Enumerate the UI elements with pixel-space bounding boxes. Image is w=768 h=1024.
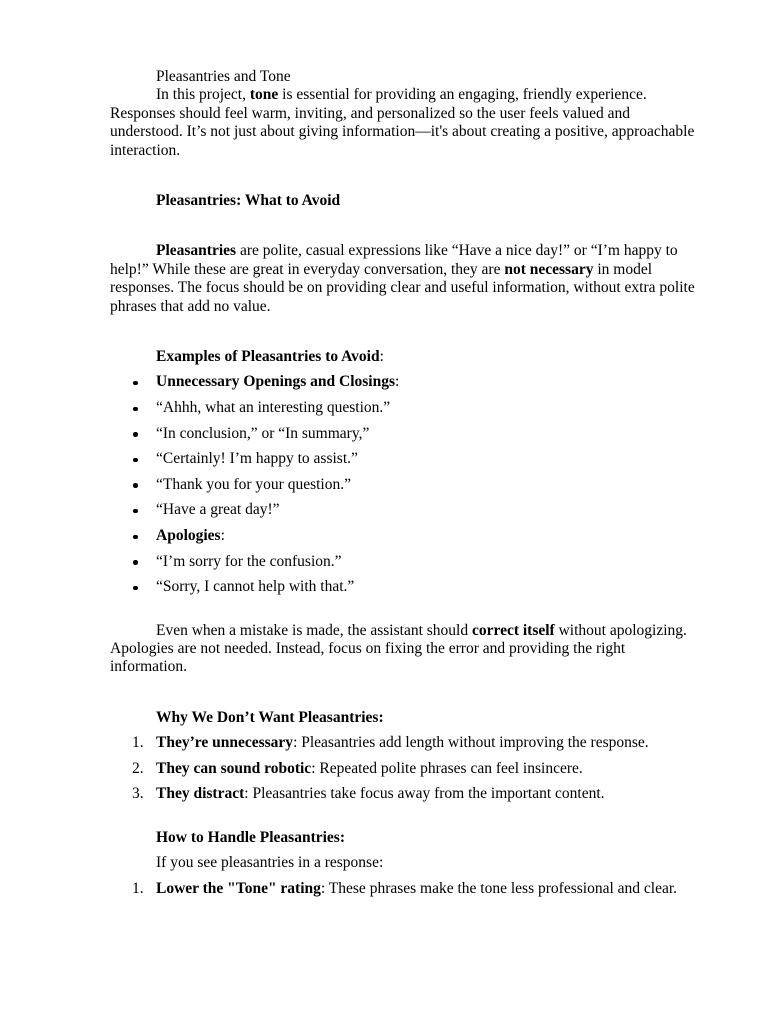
list-item [110,734,700,752]
intro-text-post: is essential for providing an engaging, friendly experience. Responses should feel warm, inviting, and personalized so the user feels valued and understood. It’s not just about giving information—it's about creating a positive, approachable interaction. [110,86,695,159]
examples-heading-label: Examples of Pleasantries to Avoid [156,348,380,366]
intro-bold-tone: tone [249,86,279,104]
list-item: “Certainly! I’m happy to assist.” [110,450,700,468]
why-heading: Why We Don’t Want Pleasantries: [156,708,384,726]
list-number: 3. [132,785,144,803]
mistake-paragraph [110,622,700,677]
list-item: “Ahhh, what an interesting question.” [110,399,700,417]
document-page [110,68,700,905]
intro-text-pre: In this project, [156,86,250,104]
why-item-text: : Repeated polite phrases can feel insincere. [311,759,583,777]
list-item: “I’m sorry for the confusion.” [110,553,700,571]
why-item-label: They’re unnecessary [156,734,294,752]
examples-heading-colon: : [379,348,384,366]
list-item: “In conclusion,” or “In summary,” [110,425,700,443]
why-item-text: : Pleasantries take focus away from the important content. [244,785,605,803]
list-item [110,880,700,898]
examples-bullet-list [110,373,700,596]
handle-numbered-list [110,880,700,898]
apologies-colon: : [220,527,225,545]
openings-label: Unnecessary Openings and Closings [156,373,396,391]
apologies-label: Apologies [156,527,221,545]
openings-colon: : [395,373,400,391]
document-title: Pleasantries and Tone [156,68,291,85]
list-number: 1. [132,879,144,897]
why-item-text: : Pleasantries add length without improving the response. [293,734,649,752]
why-numbered-list [110,734,700,804]
definition-bold-not-necessary: not necessary [504,260,594,278]
list-item: “Thank you for your question.” [110,476,700,494]
list-item [110,527,700,545]
why-item-label: They can sound robotic [156,759,312,777]
list-item: “Sorry, I cannot help with that.” [110,578,700,596]
why-item-label: They distract [156,785,245,803]
intro-paragraph [110,86,700,160]
mistake-text-post: without apologizing. Apologies are not needed. Instead, focus on fixing the error and providing the right information. [110,621,687,676]
list-item [110,760,700,778]
definition-paragraph [110,242,700,316]
list-number: 1. [132,734,144,752]
section-heading-avoid: Pleasantries: What to Avoid [156,192,341,210]
list-item [110,373,700,391]
definition-text-mid: are polite, casual expressions like “Have a nice day!” or “I’m happy to help!” While these are great in everyday conversation, they are [110,242,678,278]
handle-item-text: : These phrases make the tone less professional and clear. [320,879,678,897]
handle-intro: If you see pleasantries in a response: [156,854,384,872]
list-number: 2. [132,759,144,777]
list-item [110,785,700,803]
handle-heading: How to Handle Pleasantries: [156,828,345,846]
list-item: “Have a great day!” [110,501,700,519]
mistake-text-pre: Even when a mistake is made, the assistant should [156,621,472,639]
examples-heading [110,348,700,366]
definition-text-post: in model responses. The focus should be on providing clear and useful information, without extra polite phrases that add no value. [110,260,695,315]
handle-item-label: Lower the "Tone" rating [156,879,321,897]
definition-bold-pleasantries: Pleasantries [156,242,237,260]
mistake-bold-correct-itself: correct itself [471,621,555,639]
